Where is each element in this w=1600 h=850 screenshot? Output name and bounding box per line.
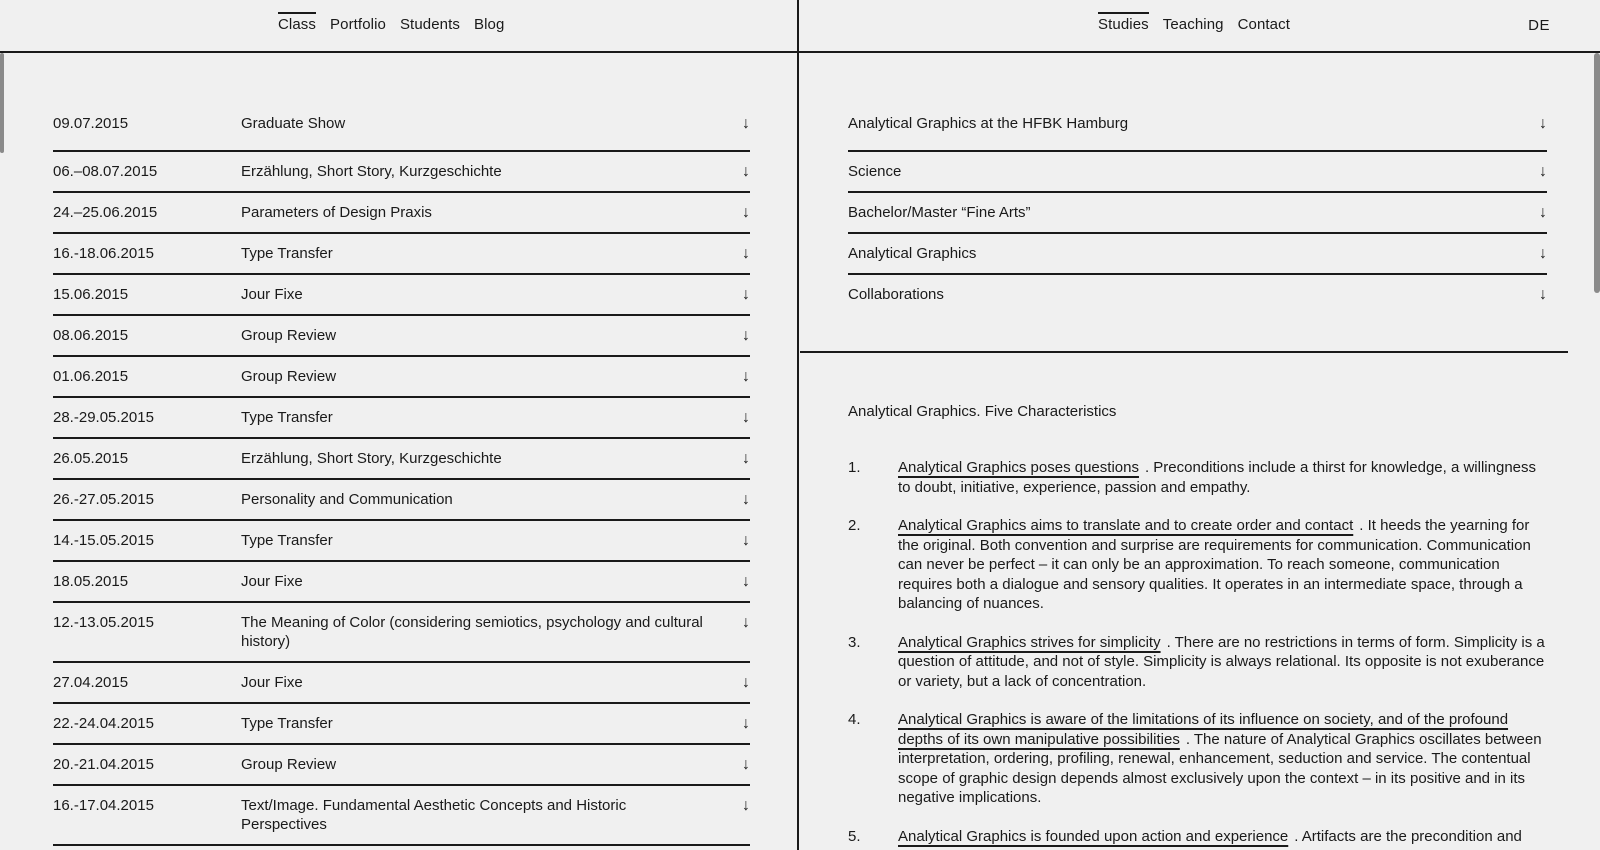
arrow-down-icon[interactable]: ↓ [1539,286,1547,303]
studies-pane [800,0,1600,850]
characteristic-link[interactable]: Analytical Graphics strives for simplicity [898,633,1161,651]
arrow-down-icon[interactable]: ↓ [742,286,750,303]
arrow-down-icon[interactable]: ↓ [742,368,750,385]
row-title: Text/Image. Fundamental Aesthetic Concepts and Historic Perspectives [241,797,627,833]
class-pane [0,0,798,850]
row-date: 14.-15.05.2015 [53,532,154,549]
characteristic-link[interactable]: Analytical Graphics poses questions [898,459,1139,476]
arrow-down-icon[interactable]: ↓ [742,450,750,467]
row-title: Graduate Show [241,115,346,132]
row-title: Group Review [241,327,337,344]
class-list-row[interactable] [53,521,750,562]
row-date: 27.04.2015 [53,674,129,691]
class-list-row[interactable] [53,112,750,152]
row-title: Jour Fixe [241,286,303,303]
row-title: Erzählung, Short Story, Kurzgeschichte [241,163,502,180]
study-title: Bachelor/Master “Fine Arts” [848,204,1031,221]
row-date: 15.06.2015 [53,286,129,303]
arrow-down-icon[interactable]: ↓ [742,573,750,590]
row-date: 06.–08.07.2015 [53,163,158,180]
studies-list-row[interactable] [848,152,1547,193]
nav-link-portfolio[interactable]: Portfolio [330,16,386,33]
arrow-down-icon[interactable]: ↓ [742,327,750,344]
characteristic-item [848,827,1548,847]
row-title: Erzählung, Short Story, Kurzgeschichte [241,450,502,467]
arrow-down-icon[interactable]: ↓ [742,245,750,262]
characteristic-body [898,633,1548,692]
article [848,402,1548,850]
row-title: Type Transfer [241,532,333,549]
row-title: Jour Fixe [241,573,303,590]
study-title: Science [848,163,902,180]
characteristic-number: 2. [848,517,861,534]
characteristic-body [898,458,1548,497]
row-date: 16.-17.04.2015 [53,797,154,814]
characteristic-item [848,458,1548,497]
study-title: Analytical Graphics at the HFBK Hamburg [848,115,1129,132]
arrow-down-icon[interactable]: ↓ [742,491,750,508]
studies-list-row[interactable] [848,275,1547,315]
characteristic-body [898,516,1548,614]
characteristic-text: . There are no restrictions in terms of form. Simplicity is a question of attitude, and not of style. Simplicity is always relational. Its opposite is not exuberance or variety, but a lack of concentration. [898,633,1545,690]
characteristic-item [848,516,1548,614]
arrow-down-icon[interactable]: ↓ [742,204,750,221]
class-list-row[interactable] [53,603,750,663]
class-list-row[interactable] [53,193,750,234]
characteristic-link[interactable]: Analytical Graphics is founded upon action and experience [898,827,1289,845]
article-heading: Analytical Graphics. Five Characteristics [848,403,1117,420]
studies-list-row[interactable] [848,234,1547,275]
right-nav [1098,12,1290,33]
class-list-row[interactable] [53,480,750,521]
study-title: Analytical Graphics [848,245,977,262]
row-title: Type Transfer [241,245,333,262]
characteristic-link[interactable]: Analytical Graphics is aware of the limitations of its influence on society, and of the profound depths of its own manipulative possibilities [898,711,1509,748]
characteristic-body [898,710,1548,808]
row-date: 08.06.2015 [53,327,129,344]
studies-list-row[interactable] [848,112,1547,152]
arrow-down-icon[interactable]: ↓ [742,163,750,180]
characteristic-number: 4. [848,711,861,728]
row-date: 24.–25.06.2015 [53,204,158,221]
characteristic-text: . It heeds the yearning for the original. Both convention and surprise are requirements for communication. Communication can never be perfect – it can only be an approximation. To reach someone, communication requires both a dialogue and sensory qualities. It operates in an intermediate space, through a balancing of nuances. [898,517,1531,612]
characteristic-number: 5. [848,827,861,845]
studies-list [848,112,1547,315]
row-title: Jour Fixe [241,674,303,691]
row-date: 18.05.2015 [53,573,129,590]
studies-list-row[interactable] [848,193,1547,234]
class-list-row[interactable] [53,398,750,439]
arrow-down-icon[interactable]: ↓ [1539,115,1547,132]
row-date: 09.07.2015 [53,115,129,132]
arrow-down-icon[interactable]: ↓ [742,532,750,549]
row-date: 12.-13.05.2015 [53,614,154,631]
row-title: Type Transfer [241,409,333,426]
characteristic-item [848,710,1548,808]
arrow-down-icon[interactable]: ↓ [742,715,750,732]
arrow-down-icon[interactable]: ↓ [742,674,750,691]
nav-link-blog[interactable]: Blog [473,16,505,33]
characteristic-link[interactable]: Analytical Graphics aims to translate and to create order and contact [898,517,1354,534]
arrow-down-icon[interactable]: ↓ [1539,245,1547,262]
nav-link-class[interactable]: Class [278,12,316,33]
class-list-row[interactable] [53,786,750,846]
arrow-down-icon[interactable]: ↓ [742,409,750,426]
nav-link-teaching[interactable]: Teaching [1162,16,1224,33]
characteristic-text: . Artifacts are the precondition and [1294,827,1522,845]
language-toggle[interactable]: DE [1528,17,1550,34]
class-list-row[interactable] [53,316,750,357]
class-list-row[interactable] [53,357,750,398]
left-scrollbar[interactable] [0,53,4,153]
arrow-down-icon[interactable]: ↓ [742,115,750,132]
class-list-row[interactable] [53,152,750,193]
arrow-down-icon[interactable]: ↓ [1539,163,1547,180]
characteristic-item [848,633,1548,692]
class-list-row[interactable] [53,439,750,480]
section-divider [800,351,1568,353]
row-date: 28.-29.05.2015 [53,409,154,426]
left-nav [278,12,504,33]
characteristic-number: 3. [848,633,861,651]
row-title: Group Review [241,756,337,773]
characteristic-body [898,827,1548,847]
row-date: 01.06.2015 [53,368,129,385]
study-title: Collaborations [848,286,944,303]
characteristic-text: . Preconditions include a thirst for knowledge, a willingness to doubt, initiative, experience, passion and empathy. [898,459,1537,496]
arrow-down-icon[interactable]: ↓ [742,614,750,631]
arrow-down-icon[interactable]: ↓ [742,797,750,814]
class-list [53,112,750,846]
class-list-row[interactable] [53,562,750,603]
row-title: The Meaning of Color (considering semiotics, psychology and cultural history) [241,614,703,650]
vertical-divider [797,0,799,850]
characteristic-text: . The nature of Analytical Graphics oscillates between interpretation, ordering, profiling, renewal, enhancement, seduction and service. The contentual scope of graphic design depends almost exclusively upon the context – in its positive and in its negative implications. [898,730,1542,806]
nav-link-students[interactable]: Students [399,16,460,33]
row-date: 26.-27.05.2015 [53,491,154,508]
row-title: Type Transfer [241,715,333,732]
class-list-row[interactable] [53,234,750,275]
right-scrollbar[interactable] [1594,53,1600,293]
row-date: 26.05.2015 [53,450,129,467]
row-date: 22.-24.04.2015 [53,715,154,732]
characteristics-list [848,458,1548,846]
class-list-row[interactable] [53,275,750,316]
arrow-down-icon[interactable]: ↓ [1539,204,1547,221]
class-list-row[interactable] [53,704,750,745]
row-date: 20.-21.04.2015 [53,756,154,773]
row-title: Parameters of Design Praxis [241,204,432,221]
characteristic-number: 1. [848,459,861,476]
class-list-row[interactable] [53,745,750,786]
nav-link-studies[interactable]: Studies [1098,12,1149,33]
row-title: Group Review [241,368,337,385]
row-date: 16.-18.06.2015 [53,245,154,262]
row-title: Personality and Communication [241,491,453,508]
class-list-row[interactable] [53,663,750,704]
arrow-down-icon[interactable]: ↓ [742,756,750,773]
nav-link-contact[interactable]: Contact [1237,16,1290,33]
